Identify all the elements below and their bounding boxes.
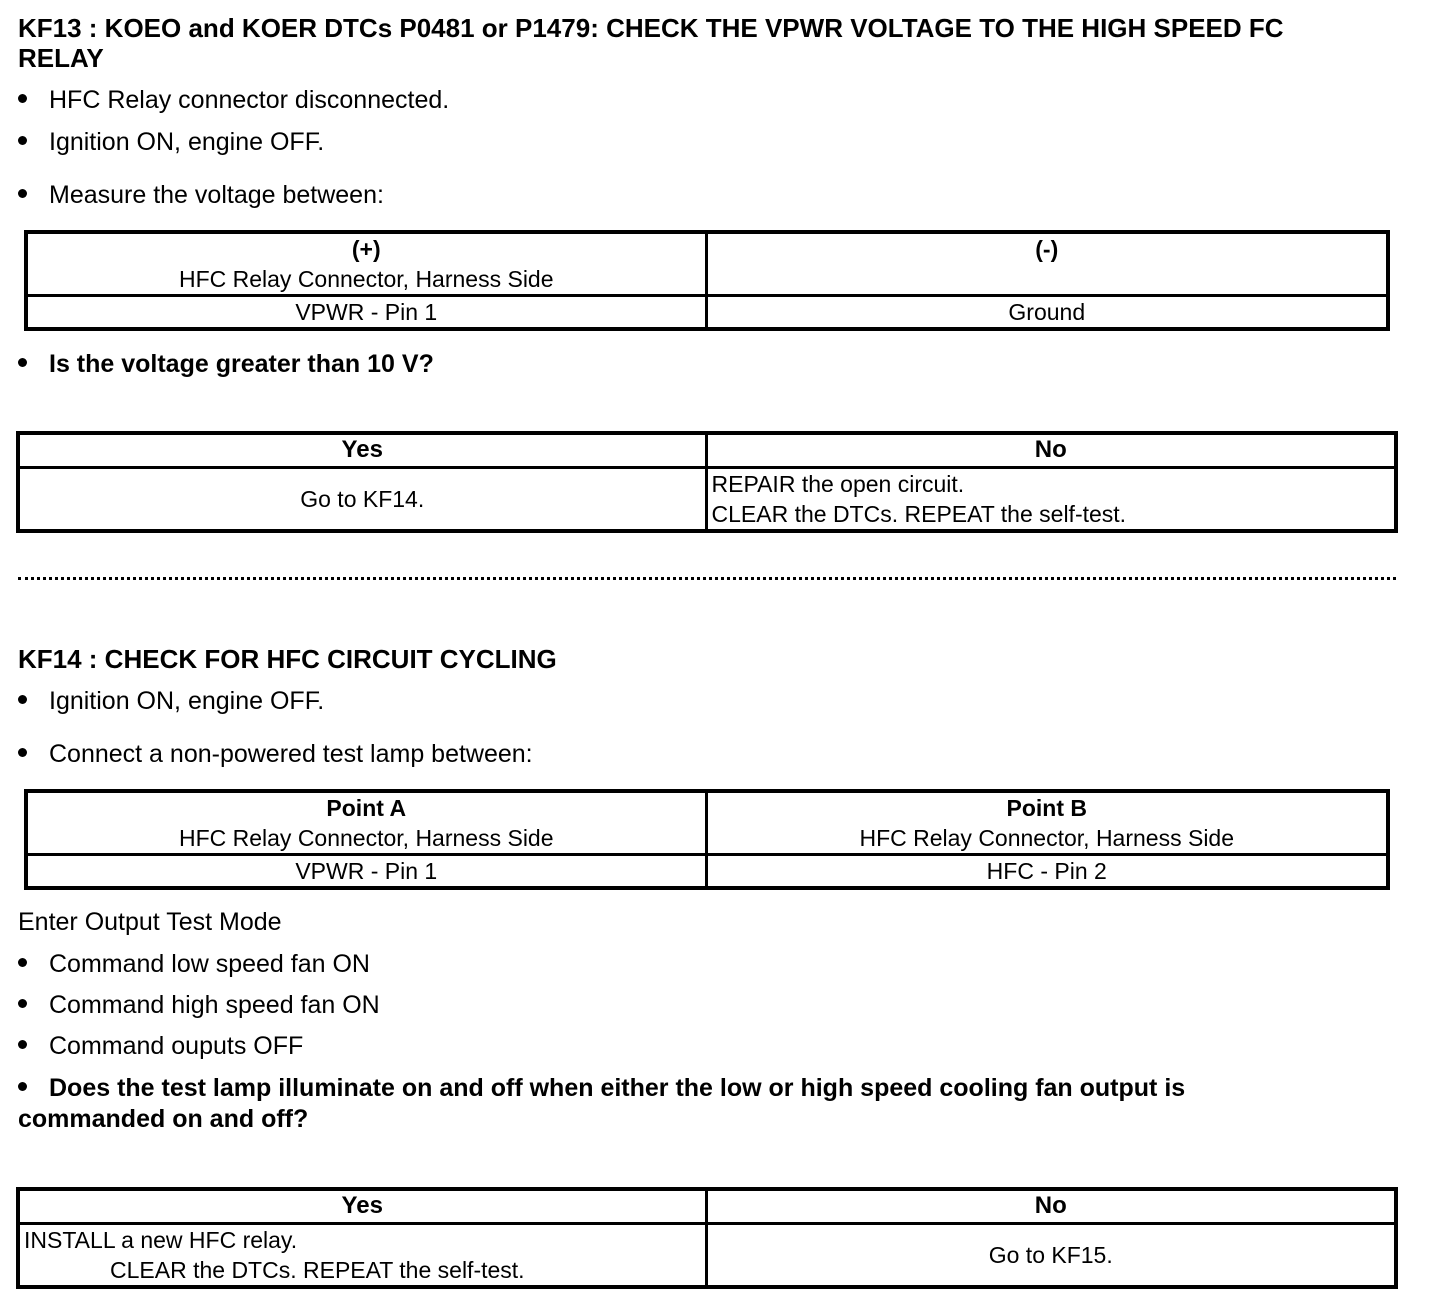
lamp-col1-value: VPWR - Pin 1 (26, 855, 706, 889)
bullet-icon (18, 94, 27, 103)
kf14-question-line2: commanded on and off? (18, 1105, 309, 1133)
kf14-step-2: Connect a non-powered test lamp between: (18, 739, 533, 769)
bullet-icon (18, 1040, 27, 1049)
measure-col2-header: (-) (1035, 236, 1059, 262)
measure-col1-value: VPWR - Pin 1 (26, 296, 706, 330)
kf14-command-1: Command low speed fan ON (18, 949, 370, 979)
measure-col1-sub: HFC Relay Connector, Harness Side (178, 266, 554, 292)
section-divider (18, 577, 1396, 580)
bullet-icon (18, 958, 27, 967)
kf14-question-line1: Does the test lamp illuminate on and off when either the low or high speed cooling fan output is (49, 1074, 1186, 1102)
bullet-icon (18, 999, 27, 1008)
kf13-no-cell (706, 467, 1396, 531)
kf13-step-2: Ignition ON, engine OFF. (18, 127, 324, 157)
bullet-icon (18, 358, 27, 367)
kf13-no-header: No (706, 433, 1396, 467)
kf14-answer-table (16, 1187, 1398, 1289)
kf14-no-cell: Go to KF15. (706, 1223, 1396, 1287)
kf13-title-line1: KF13 : KOEO and KOER DTCs P0481 or P1479: CHECK THE VPWR VOLTAGE TO THE HIGH SPEED FC (18, 13, 1284, 43)
kf14-no-header: No (706, 1189, 1396, 1223)
lamp-col2-value: HFC - Pin 2 (706, 855, 1388, 889)
kf13-yes-header: Yes (18, 433, 706, 467)
bullet-icon (18, 136, 27, 145)
kf13-no-line2: CLEAR the DTCs. REPEAT the self-test. (711, 500, 1127, 527)
kf13-title (18, 13, 1418, 73)
lamp-col2-sub: HFC Relay Connector, Harness Side (859, 825, 1235, 851)
kf14-yes-header: Yes (18, 1189, 706, 1223)
kf14-yes-line2: CLEAR the DTCs. REPEAT the self-test. (110, 1256, 525, 1283)
bullet-icon (18, 695, 27, 704)
kf13-yes-cell: Go to KF14. (18, 467, 706, 531)
measure-col1-header-cell (26, 232, 706, 296)
lamp-col1-header: Point A (326, 795, 407, 821)
kf13-measure-table (24, 230, 1390, 331)
bullet-icon (18, 748, 27, 757)
measure-col2-value: Ground (706, 296, 1388, 330)
lamp-col1-sub: HFC Relay Connector, Harness Side (178, 825, 554, 851)
kf14-command-3: Command ouputs OFF (18, 1031, 303, 1061)
kf13-answer-table (16, 431, 1398, 533)
measure-col2-header-cell (706, 232, 1388, 296)
lamp-col1-header-cell (26, 791, 706, 855)
kf14-yes-line1: INSTALL a new HFC relay. (24, 1226, 298, 1253)
kf14-title: KF14 : CHECK FOR HFC CIRCUIT CYCLING (18, 644, 557, 674)
output-test-label: Enter Output Test Mode (18, 908, 282, 936)
bullet-icon (18, 1082, 27, 1091)
lamp-col2-header: Point B (1006, 795, 1087, 821)
bullet-icon (18, 189, 27, 198)
kf13-no-line1: REPAIR the open circuit. (711, 470, 965, 497)
kf13-question: Is the voltage greater than 10 V? (18, 349, 434, 379)
kf14-question (18, 1073, 1428, 1135)
lamp-col2-header-cell (706, 791, 1388, 855)
kf14-step-1: Ignition ON, engine OFF. (18, 686, 324, 716)
measure-col1-header: (+) (351, 236, 381, 262)
kf14-command-2: Command high speed fan ON (18, 990, 380, 1020)
kf14-lamp-table (24, 789, 1390, 890)
kf13-title-line2: RELAY (18, 43, 104, 73)
kf14-yes-cell (18, 1223, 706, 1287)
kf13-step-3: Measure the voltage between: (18, 180, 384, 210)
kf13-step-1: HFC Relay connector disconnected. (18, 85, 449, 115)
